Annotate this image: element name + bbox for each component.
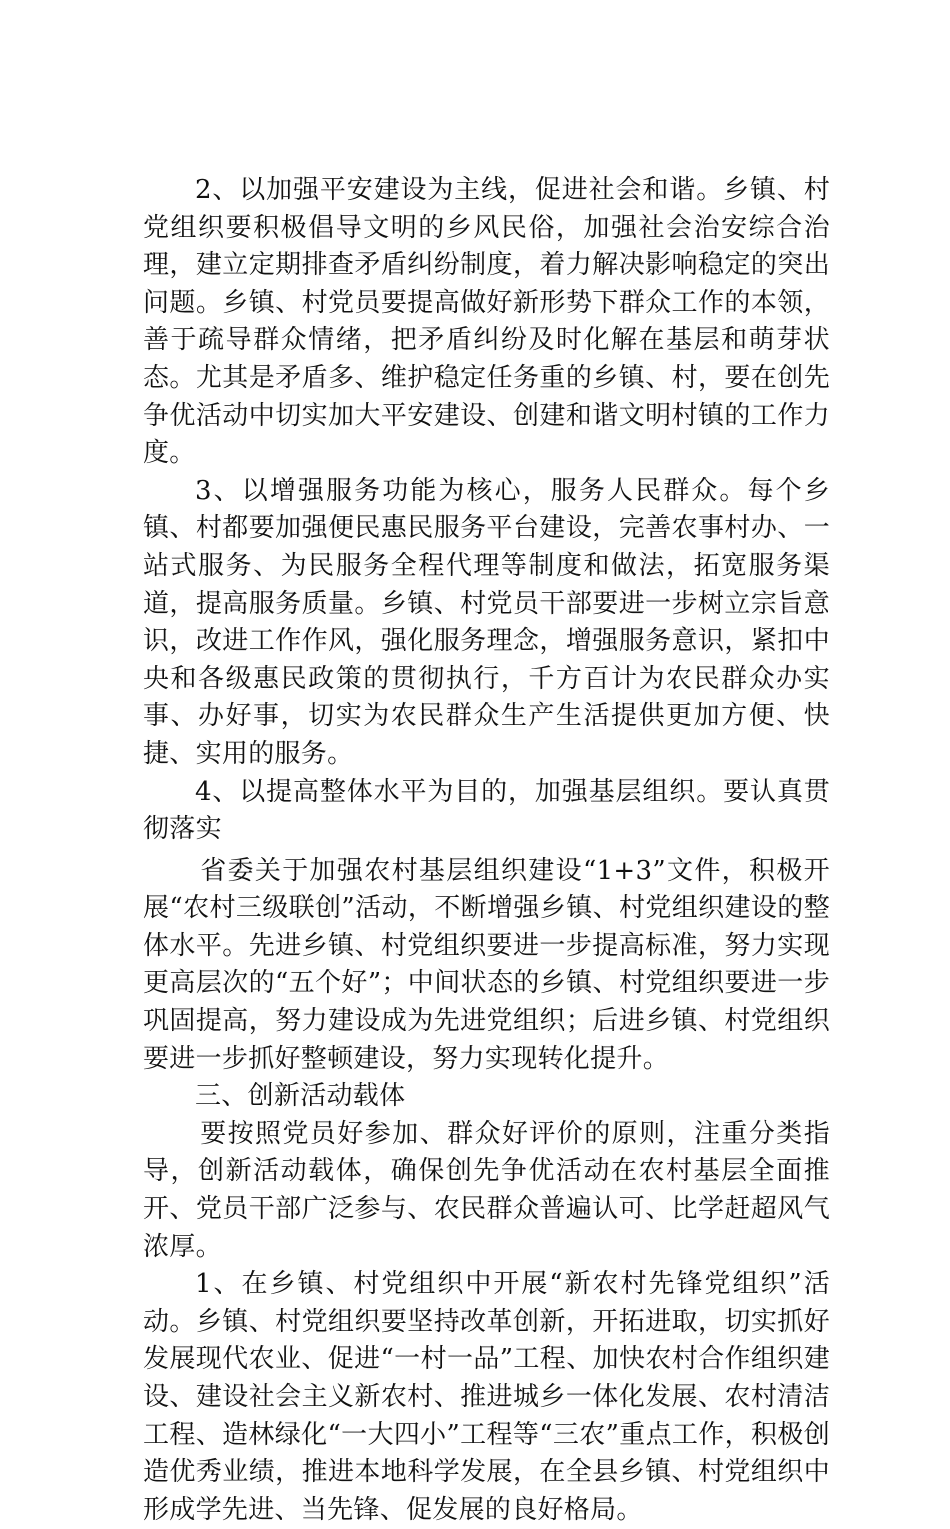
paragraph-provincial-document: 省委关于加强农村基层组织建设“1+3”文件，积极开展“农村三级联创”活动，不断增强乡镇、村党组织建设的整体水平。先进乡镇、村党组织要进一步提高标准，努力实现更高层次的“五个好”；中间状态的乡镇、村党组织要进一步巩固提高，努力建设成为先进党组织；后进乡镇、村党组织要进一步抓好整顿建设，努力实现转化提升。	[143, 855, 830, 1074]
paragraph-service-function: 3、以增强服务功能为核心，服务人民群众。每个乡镇、村都要加强便民惠民服务平台建设，完善农事村办、一站式服务、为民服务全程代理等制度和做法，拓宽服务渠道，提高服务质量。乡镇、村党员干部要进一步树立宗旨意识，改进工作作风，强化服务理念，增强服务意识，紧扣中央和各级惠民政策的贯彻执行，千方百计为农民群众办实事、办好事，切实为农民群众生产生活提供更加方便、快捷、实用的服务。	[143, 475, 830, 769]
paragraph-grassroots-organization: 4、以提高整体水平为目的，加强基层组织。要认真贯彻落实	[143, 776, 830, 845]
section-heading-innovate-carriers: 三、创新活动载体	[195, 1081, 406, 1112]
paragraph-classification-guidance: 要按照党员好参加、群众好评价的原则，注重分类指导，创新活动载体，确保创先争优活动在农村基层全面推开、党员干部广泛参与、农民群众普遍认可、比学赶超风气浓厚。	[143, 1118, 830, 1262]
document-body	[143, 172, 830, 1529]
paragraph-pioneer-party-organization: 1、在乡镇、村党组织中开展“新农村先锋党组织”活动。乡镇、村党组织要坚持改革创新，开拓进取，切实抓好发展现代农业、促进“一村一品”工程、加快农村合作组织建设、建设社会主义新农村、推进城乡一体化发展、农村清洁工程、造林绿化“一大四小”工程等“三农”重点工作，积极创造优秀业绩，推进本地科学发展，在全县乡镇、村党组织中形成学先进、当先锋、促发展的良好格局。	[143, 1269, 830, 1525]
paragraph-safety-construction: 2、以加强平安建设为主线，促进社会和谐。乡镇、村党组织要积极倡导文明的乡风民俗，加强社会治安综合治理，建立定期排查矛盾纠纷制度，着力解决影响稳定的突出问题。乡镇、村党员要提高做好新形势下群众工作的本领，善于疏导群众情绪，把矛盾纠纷及时化解在基层和萌芽状态。尤其是矛盾多、维护稳定任务重的乡镇、村，要在创先争优活动中切实加大平安建设、创建和谐文明村镇的工作力度。	[143, 175, 830, 469]
